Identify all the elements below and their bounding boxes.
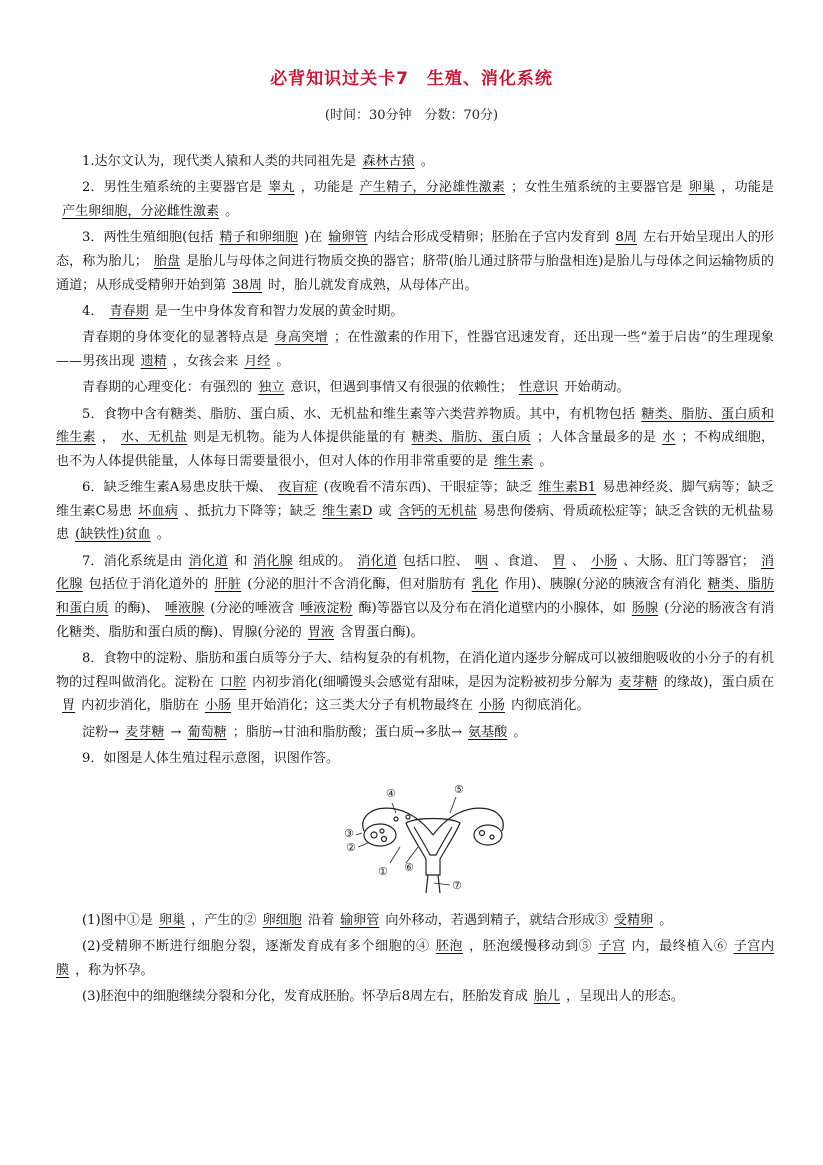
label-7: ⑦: [452, 878, 462, 892]
question-text: 。: [420, 154, 434, 169]
question-text: 内初步消化，脂肪在: [81, 698, 199, 714]
answer-blank: 葡萄糖: [187, 724, 227, 740]
label-3: ③: [344, 826, 354, 840]
answer-blank: 月经: [244, 353, 271, 369]
answer-blank: 身高突增: [274, 330, 328, 346]
question-text: 。: [659, 912, 673, 928]
question-text: (1)图中①是: [82, 912, 153, 928]
answer-blank: 精子和卵细胞: [219, 230, 299, 246]
answer-blank: 咽: [474, 553, 488, 569]
question-text: 2．男性生殖系统的主要器官是: [82, 180, 263, 196]
right-fallopian-tube: [433, 808, 503, 835]
answer-blank: 维生素: [494, 453, 534, 469]
answer-blank: 唾液腺: [164, 601, 205, 617]
answer-blank: 性意识: [519, 380, 559, 396]
question-text: (分泌的唾液含: [210, 601, 295, 617]
question-text: 青春期的心理变化：有强烈的: [82, 380, 253, 396]
answer-blank: 消化腺: [253, 553, 293, 569]
answer-blank: 氨基酸: [468, 724, 508, 740]
answer-blank: 卵细胞: [262, 912, 302, 928]
question-text: 内彻底消化。: [511, 698, 590, 714]
answer-blank: 森林古猿: [362, 154, 415, 169]
answer-blank: 青春期: [109, 303, 149, 319]
question-text: 组成的。: [298, 553, 352, 569]
answer-blank: 遗精: [140, 353, 167, 369]
answer-blank: (缺铁性)贫血: [75, 527, 151, 543]
question-text: )在: [304, 230, 323, 246]
question-text: 则是无机物。能为人体提供能量的有: [193, 430, 406, 446]
answer-blank: 胃液: [307, 624, 335, 640]
question-9-part-3: [56, 985, 774, 1009]
answer-blank: 小肠: [478, 698, 505, 714]
answer-blank: 小肠: [590, 553, 618, 569]
question-text: 。: [513, 724, 527, 740]
question-text: 易患佝偻病、骨质疏松症等；缺乏含铁的无机盐易患: [56, 503, 775, 543]
question-text: 4．: [82, 303, 104, 319]
question-text: 作用)、胰腺(分泌的胰液含有消化: [504, 577, 702, 593]
question-6: [56, 476, 774, 547]
label-1: ①: [378, 864, 388, 878]
right-ovary: [474, 825, 502, 845]
uterus-diagram-svg: [338, 775, 528, 903]
answer-blank: 维生素B1: [538, 480, 597, 496]
question-text: 内初步消化(细嚼馒头会感觉有甜味，是因为淀粉被初步分解为: [252, 674, 613, 690]
answer-blank: 8周: [615, 230, 637, 246]
question-text: 的缘故)，蛋白质在: [663, 674, 775, 690]
answer-blank: 胎儿: [533, 988, 561, 1004]
question-text: 青春期的身体变化的显著特点是: [82, 330, 269, 346]
question-text: (3)胚泡中的细胞继续分裂和分化，发育成胚胎。怀孕后8周左右，胚胎发育成: [82, 988, 528, 1004]
question-text: ；女性生殖系统的主要器官是: [511, 180, 683, 196]
question-text: 。: [539, 453, 553, 469]
answer-blank: 卵巢: [158, 912, 186, 928]
answer-blank: 唾液淀粉: [300, 601, 353, 617]
question-8: [56, 647, 774, 718]
question-text: ，称为怀孕。: [75, 962, 154, 978]
question-text: 。: [225, 203, 239, 219]
question-text: 1.达尔文认为，现代类人猿和人类的共同祖先是: [82, 154, 357, 169]
page-subtitle: (时间：30分钟 分数：70分): [324, 108, 499, 123]
question-text: 或: [378, 503, 392, 519]
question-text: 5．食物中含有糖类、脂肪、蛋白质、水、无机盐和维生素等六类营养物质。其中，有机物包括: [82, 406, 636, 422]
question-text: ，功能是: [721, 180, 775, 196]
answer-blank: 口腔: [219, 674, 247, 690]
question-3: [56, 226, 774, 297]
question-text: →: [170, 724, 182, 740]
answer-blank: 夜盲症: [277, 480, 318, 496]
question-text: ；在性激素的作用下，性器官迅速发育，还出现一些“羞于启齿”的生理现象——男孩出现: [56, 330, 775, 369]
question-text: 内，最终植入⑥: [631, 939, 728, 954]
answer-blank: 肝脏: [214, 577, 242, 593]
label-5: ⑤: [454, 782, 464, 796]
answer-blank: 维生素D: [322, 503, 373, 519]
question-text: 和: [234, 553, 248, 569]
answer-blank: 胚泡: [435, 939, 464, 954]
question-text: 内结合形成受精卵；胚胎在子宫内发育到: [373, 230, 610, 246]
question-8-digestion-chain: [56, 721, 774, 745]
question-text: 淀粉→: [82, 724, 120, 740]
answer-blank: 糖类、脂肪和蛋白质: [56, 577, 775, 617]
answer-blank: 胃: [62, 698, 76, 714]
question-text: 8．食物中的淀粉、脂肪和蛋白质等分子大、结构复杂的有机物，在消化道内逐步分解成可以被细胞吸收的小分子的有机物的过程叫做消化。淀粉在: [56, 651, 774, 690]
question-text: ，功能是: [300, 180, 354, 196]
left-ovary: [364, 824, 396, 846]
question-text: 里开始消化；这三类大分子有机物最终在: [237, 698, 473, 714]
answer-blank: 糖类、脂肪、蛋白质: [411, 430, 531, 446]
answer-blank: 产生卵细胞，分泌雌性激素: [62, 203, 220, 219]
answer-blank: 子宫: [598, 939, 626, 954]
question-text: 、食道、: [493, 553, 547, 569]
answer-blank: 胃: [552, 553, 566, 569]
worksheet-body: [56, 150, 774, 1011]
question-text: ；人体含量最多的是: [536, 430, 657, 446]
question-9: [56, 747, 774, 771]
uterine-lining: [414, 827, 452, 855]
question-text: ，胚泡缓慢移动到⑤: [469, 939, 593, 954]
question-text: 左右开始呈现出人的形态，称为胎儿；: [56, 230, 775, 269]
answer-blank: 麦芽糖: [125, 724, 165, 740]
question-text: (分泌的胆汁不含消化酶，但对脂肪有: [247, 577, 466, 593]
question-text: 是一生中身体发育和智力发展的黄金时期。: [154, 303, 404, 319]
answer-blank: 胎盘: [153, 253, 181, 269]
question-text: 、抵抗力下降等；缺乏: [183, 503, 317, 519]
question-text: 含胃蛋白酶)。: [340, 624, 424, 640]
question-text: 酶)等器官以及分布在消化道壁内的小腺体，如: [358, 601, 626, 617]
answer-blank: 睾丸: [268, 180, 295, 196]
question-2: [56, 176, 774, 223]
question-1: [56, 150, 774, 174]
question-5: [56, 403, 774, 474]
question-text: (2)受精卵不断进行细胞分裂，逐渐发育成有多个细胞的④: [82, 939, 430, 954]
answer-blank: 消化道: [357, 553, 397, 569]
answer-blank: 38周: [232, 277, 262, 293]
answer-blank: 糖类、脂肪、蛋白质和维生素: [56, 406, 774, 446]
answer-blank: 麦芽糖: [618, 674, 658, 690]
answer-blank: 独立: [258, 380, 285, 396]
question-9-part-1: [56, 909, 774, 933]
question-text: 时，胎儿就发育成熟，从母体产出。: [267, 277, 478, 293]
question-text: 是胎儿与母体之间进行物质交换的器官；脐带(胎儿通过脐带与胎盘相连)是胎儿与母体之间运输物质的通道；从形成受精卵开始到第: [56, 253, 775, 293]
question-text: 的酶)、: [114, 601, 159, 617]
question-text: 7．消化系统是由: [82, 553, 183, 569]
question-text: 向外移动，若遇到精子，就结合形成③: [385, 912, 608, 928]
question-4-psych-changes: [56, 376, 774, 400]
vagina: [426, 875, 440, 893]
question-7: [56, 550, 774, 644]
question-text: ；不构成细胞，也不为人体提供能量，人体每日需要量很小，但对人体的作用非常重要的是: [56, 430, 775, 469]
question-text: (分泌的肠液含有消化糖类、脂肪和蛋白质的酶)、胃腺(分泌的: [56, 601, 775, 640]
answer-blank: 卵巢: [688, 180, 716, 196]
answer-blank: 小肠: [204, 698, 232, 714]
question-text: 、大肠、肛门等器官；: [623, 553, 755, 569]
question-4: [56, 300, 774, 324]
question-text: 。: [276, 353, 290, 369]
question-text: 6．缺乏维生素A易患皮肤干燥、: [82, 480, 272, 496]
question-text: ，呈现出人的形态。: [566, 988, 684, 1004]
answer-blank: 输卵管: [340, 912, 380, 928]
question-text: (夜晚看不清东西)、干眼症等；缺乏: [323, 480, 533, 496]
answer-blank: 产生精子，分泌雄性激素: [359, 180, 505, 196]
answer-blank: 消化道: [188, 553, 229, 569]
answer-blank: 肠腺: [631, 601, 659, 617]
question-text: 9．如图是人体生殖过程示意图，识图作答。: [82, 751, 340, 767]
question-text: 。: [156, 527, 170, 543]
answer-blank: 消化腺: [56, 553, 775, 593]
question-text: 包括位于消化道外的: [88, 577, 209, 593]
question-4-body-changes: [56, 326, 774, 373]
answer-blank: 输卵管: [328, 230, 368, 246]
answer-blank: 坏血病: [138, 503, 178, 519]
question-text: ，女孩会来: [172, 353, 239, 369]
question-text: ，: [101, 430, 116, 446]
label-2: ②: [346, 840, 356, 854]
question-text: 沿着: [307, 912, 335, 928]
answer-blank: 子宫内膜: [56, 939, 775, 978]
question-text: ；脂肪→甘油和脂肪酸；蛋白质→多肽→: [232, 724, 463, 740]
left-fallopian-tube: [363, 808, 433, 835]
question-text: ，产生的②: [191, 912, 257, 928]
answer-blank: 受精卵: [613, 912, 654, 928]
question-text: 易患神经炎、脚气病等；缺乏维生素C易患: [56, 480, 775, 519]
answer-blank: 含钙的无机盐: [397, 503, 478, 519]
question-text: 、: [571, 553, 585, 569]
question-text: 包括口腔、: [402, 553, 469, 569]
question-9-part-2: [56, 935, 774, 982]
label-6: ⑥: [404, 860, 414, 874]
answer-blank: 水、无机盐: [121, 430, 188, 446]
answer-blank: 水: [662, 430, 676, 446]
page-title: 必背知识过关卡7 生殖、消化系统: [270, 69, 553, 89]
question-text: 3．两性生殖细胞(包括: [82, 230, 214, 246]
label-4: ④: [386, 786, 396, 800]
reproductive-system-diagram: [338, 775, 774, 903]
answer-blank: 乳化: [471, 577, 499, 593]
question-text: 意识，但遇到事情又有很强的依赖性；: [290, 380, 513, 396]
question-text: 开始萌动。: [564, 380, 630, 396]
